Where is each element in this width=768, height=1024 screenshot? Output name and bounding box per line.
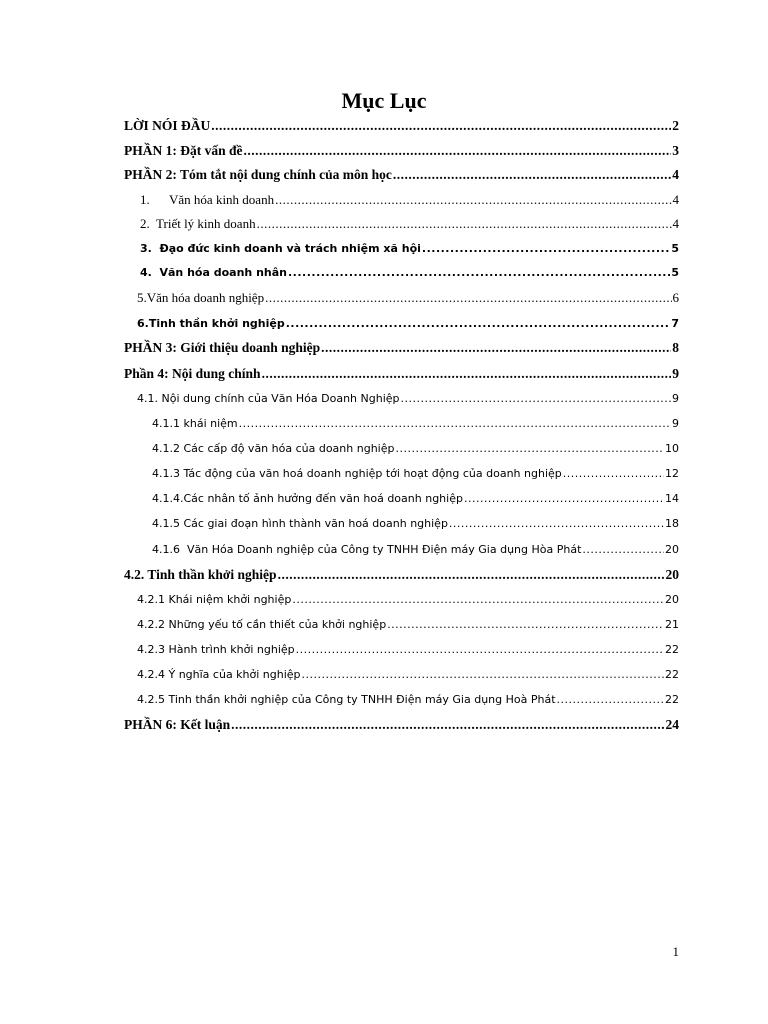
page-number: 1 (672, 944, 679, 959)
toc-entry-text: 4.2.2 Những yếu tố cần thiết của khởi nghiệp (137, 618, 387, 631)
toc-entry-page: 3 (672, 143, 679, 158)
toc-entry-2-5[interactable] (137, 289, 679, 307)
toc-entry-4-2-2[interactable] (137, 616, 679, 634)
toc-entry-phan-1[interactable] (124, 142, 679, 160)
toc-entry-page: 22 (665, 643, 679, 656)
toc-entry-text: 4.1. Nội dung chính của Văn Hóa Doanh Nghiệp (137, 392, 400, 405)
toc-leader-dots (422, 240, 670, 258)
toc-entry-text: 2. Triết lý kinh doanh (140, 216, 256, 231)
toc-entry-text: PHẦN 6: Kết luận (124, 717, 231, 732)
toc-entry-4-1-2[interactable] (152, 440, 679, 458)
toc-entry-text: 4.2.1 Khái niệm khởi nghiệp (137, 593, 292, 606)
toc-entry-text: 4.2.5 Tinh thần khởi nghiệp của Công ty TNHH Điện máy Gia dụng Hoà Phát (137, 693, 556, 706)
toc-leader-dots (239, 415, 671, 433)
toc-entry-page: 9 (672, 366, 679, 381)
toc-entry-page: 6 (672, 290, 679, 305)
toc-entry-page: 22 (665, 693, 679, 706)
toc-title: Mục Lục (341, 88, 427, 113)
toc-entry-4-2-4[interactable] (137, 666, 679, 684)
toc-entry-2-1[interactable] (140, 191, 679, 209)
toc-entry-4-2-3[interactable] (137, 641, 679, 659)
toc-leader-dots (262, 365, 672, 383)
toc-entry-page: 9 (672, 417, 679, 430)
toc-leader-dots (211, 117, 671, 135)
toc-entry-page: 9 (672, 392, 679, 405)
toc-leader-dots (278, 566, 665, 584)
toc-leader-dots (387, 616, 664, 634)
toc-entry-text: 6.Tinh thần khởi nghiệp (137, 317, 285, 330)
toc-entry-phan-4[interactable] (124, 365, 679, 383)
toc-entry-text: 4.2. Tinh thần khởi nghiệp (124, 567, 277, 582)
toc-leader-dots (302, 666, 664, 684)
toc-leader-dots (296, 641, 664, 659)
toc-entry-page: 10 (665, 442, 679, 455)
toc-leader-dots (321, 339, 671, 357)
toc-entry-text: LỜI NÓI ĐẦU (124, 118, 211, 133)
toc-entry-text: 4.1.3 Tác động của văn hoá doanh nghiệp tới hoạt động của doanh nghiệp (152, 467, 562, 480)
toc-entry-page: 24 (665, 717, 679, 732)
toc-leader-dots (257, 215, 672, 233)
toc-leader-dots (401, 390, 671, 408)
toc-entry-text: 4.1.4.Các nhân tố ảnh hưởng đến văn hoá doanh nghiệp (152, 492, 463, 505)
toc-leader-dots (557, 691, 664, 709)
toc-entry-page: 22 (665, 668, 679, 681)
toc-entry-text: 4. Văn hóa doanh nhân (140, 266, 287, 279)
toc-entry-page: 21 (665, 618, 679, 631)
toc-entry-2-2[interactable] (140, 215, 679, 233)
toc-entry-text: 4.2.4 Ý nghĩa của khởi nghiệp (137, 668, 301, 681)
toc-entry-4-1-1[interactable] (152, 415, 679, 433)
toc-entry-page: 5 (671, 242, 679, 255)
toc-entry-text: 4.1.2 Các cấp độ văn hóa của doanh nghiệp (152, 442, 395, 455)
toc-entry-page: 4 (672, 216, 679, 231)
toc-entry-loi-noi-dau[interactable] (124, 117, 679, 135)
toc-entry-page: 12 (665, 467, 679, 480)
toc-entry-2-6[interactable] (137, 315, 679, 333)
toc-leader-dots (395, 440, 664, 458)
toc-entry-text: 4.1.5 Các giai đoạn hình thành văn hoá doanh nghiệp (152, 517, 448, 530)
toc-entry-text: PHẦN 1: Đặt vấn đề (124, 143, 243, 158)
toc-entry-page: 20 (665, 567, 679, 582)
toc-entry-text: 4.1.6 Văn Hóa Doanh nghiệp của Công ty TNHH Điện máy Gia dụng Hòa Phát (152, 543, 582, 556)
toc-entry-page: 8 (672, 340, 679, 355)
toc-entry-page: 4 (672, 167, 679, 182)
toc-entry-4-1-3[interactable] (152, 465, 679, 483)
toc-entry-page: 20 (665, 543, 679, 556)
toc-entry-text: 4.2.3 Hành trình khởi nghiệp (137, 643, 295, 656)
toc-leader-dots (231, 716, 664, 734)
toc-entry-4-1-6[interactable] (152, 541, 679, 559)
toc-entry-2-3[interactable] (140, 240, 679, 258)
toc-entry-text: 5.Văn hóa doanh nghiệp (137, 290, 265, 305)
toc-entry-page: 5 (671, 266, 679, 279)
toc-leader-dots (265, 289, 671, 307)
toc-entry-4-2-5[interactable] (137, 691, 679, 709)
toc-entry-4-1-4[interactable] (152, 490, 679, 508)
toc-leader-dots (244, 142, 672, 160)
toc-entry-phan-3[interactable] (124, 339, 679, 357)
toc-leader-dots (393, 166, 671, 184)
toc-entry-page: 7 (671, 317, 679, 330)
toc-entry-text: PHẦN 3: Giới thiệu doanh nghiệp (124, 340, 321, 355)
toc-entry-text: PHẦN 2: Tóm tắt nội dung chính của môn học (124, 167, 392, 182)
toc-entry-phan-2[interactable] (124, 166, 679, 184)
toc-entry-page: 20 (665, 593, 679, 606)
toc-leader-dots (582, 541, 664, 559)
toc-entry-page: 4 (672, 192, 679, 207)
toc-leader-dots (563, 465, 664, 483)
toc-entry-phan-6[interactable] (124, 716, 679, 734)
toc-leader-dots (464, 490, 664, 508)
toc-leader-dots (449, 515, 664, 533)
toc-leader-dots (286, 315, 671, 333)
toc-leader-dots (275, 191, 671, 209)
toc-entry-4-1-5[interactable] (152, 515, 679, 533)
toc-entry-text: 1. Văn hóa kinh doanh (140, 192, 275, 207)
toc-entry-4-2[interactable] (124, 566, 679, 584)
toc-entry-4-2-1[interactable] (137, 591, 679, 609)
toc-entry-text: 4.1.1 khái niệm (152, 417, 238, 430)
toc-entry-4-1[interactable] (137, 390, 679, 408)
toc-entry-page: 2 (672, 118, 679, 133)
toc-entry-text: 3. Đạo đức kinh doanh và trách nhiệm xã hội (140, 242, 421, 255)
toc-entry-page: 14 (665, 492, 679, 505)
toc-entry-text: Phần 4: Nội dung chính (124, 366, 261, 381)
toc-entry-2-4[interactable] (140, 264, 679, 282)
toc-entry-page: 18 (665, 517, 679, 530)
toc-leader-dots (292, 591, 664, 609)
toc-leader-dots (288, 264, 670, 282)
